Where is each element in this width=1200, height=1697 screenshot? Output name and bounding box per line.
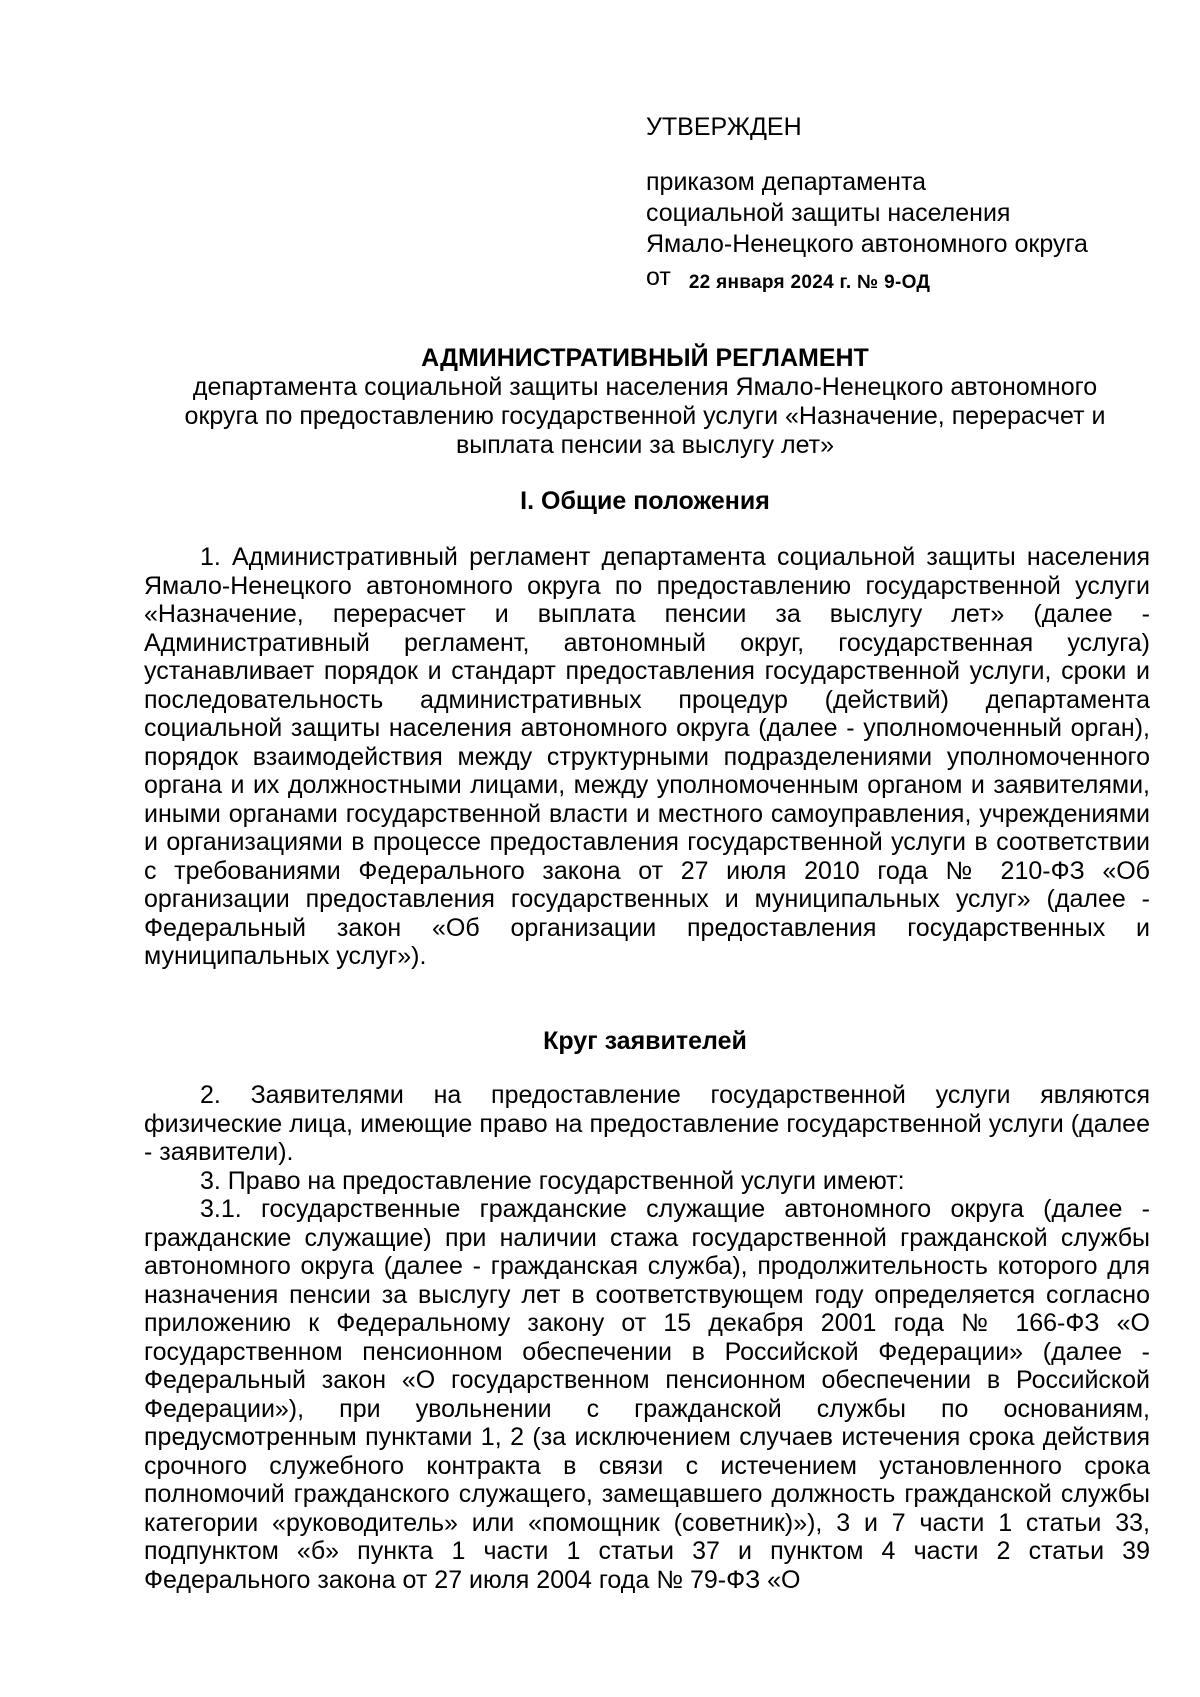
approval-block	[646, 112, 1166, 295]
paragraph-3-1: 3.1. государственные гражданские служащие автономного округа (далее - гражданские служащие) при наличии стажа государственной гражданской службы автономного округа (далее - гражданская служба), продолжительность которого для назначения пенсии за выслугу лет в соответствующем году определяется согласно приложению к Федеральному закону от 15 декабря 2001 года № 166-ФЗ «О государственном пенсионном обеспечении в Российской Федерации» (далее - Федеральный закон «О государственном пенсионном обеспечении в Российской Федерации»), при увольнении с гражданской службы по основаниям, предусмотренным пунктами 1, 2 (за исключением случаев истечения срока действия срочного служебного контракта в связи с истечением установленного срока полномочий гражданского служащего, замещавшего должность гражданской службы категории «руководитель» или «помощник (советник)»), 3 и 7 части 1 статьи 33, подпунктом «б» пункта 1 части 1 статьи 37 и пунктом 4 части 2 статьи 39 Федерального закона от 27 июля 2004 года № 79-ФЗ «О	[144, 1195, 1150, 1594]
approval-label: УТВЕРЖДЕН	[646, 113, 802, 141]
section-general-body	[144, 543, 1150, 971]
approval-line-2: социальной защиты населения	[646, 199, 1011, 227]
paragraph-2: 2. Заявителями на предоставление государственной услуги являются физические лица, имеющие право на предоставление государственной услуги (далее - заявители).	[144, 1081, 1150, 1166]
section-applicants-body	[144, 1081, 1150, 1594]
approval-date-prefix: от	[646, 263, 671, 291]
approval-date-value: 22 января 2024 г. № 9-ОД	[688, 272, 931, 293]
paragraph-3: 3. Право на предоставление государственной услуги имеют:	[200, 1166, 905, 1195]
document-title: АДМИНИСТРАТИВНЫЙ РЕГЛАМЕНТ	[421, 344, 869, 372]
approval-line-3: Ямало-Ненецкого автономного округа	[646, 230, 1088, 258]
section-heading-general: I. Общие положения	[520, 487, 770, 515]
paragraph-1: 1. Административный регламент департамента социальной защиты населения Ямало-Ненецкого автономного округа по предоставлению государственной услуги «Назначение, перерасчет и выплата пенсии за выслугу лет» (далее - Административный регламент, автономный округ, государственная услуга) устанавливает порядок и стандарт предоставления государственной услуги, сроки и последовательность административных процедур (действий) департамента социальной защиты населения автономного округа (далее - уполномоченный орган), порядок взаимодействия между структурными подразделениями уполномоченного органа и их должностными лицами, между уполномоченным органом и заявителями, иными органами государственной власти и местного самоуправления, учреждениями и организациями в процессе предоставления государственной услуги в соответствии с требованиями Федерального закона от 27 июля 2010 года № 210-ФЗ «Об организации предоставления государственных и муниципальных услуг» (далее - Федеральный закон «Об организации предоставления государственных и муниципальных услуг»).	[144, 543, 1150, 970]
approval-line-1: приказом департамента	[646, 168, 927, 196]
document-subtitle-line-1: департамента социальной защиты населения Ямало-Ненецкого автономного	[192, 373, 1098, 401]
document-subtitle-line-2: округа по предоставлению государственной услуги «Назначение, перерасчет и	[184, 402, 1106, 430]
section-heading-applicants: Круг заявителей	[543, 1027, 747, 1055]
approval-date-row	[646, 262, 1166, 295]
document-title-block	[100, 344, 1190, 460]
document-subtitle-line-3: выплата пенсии за выслугу лет»	[455, 431, 835, 459]
